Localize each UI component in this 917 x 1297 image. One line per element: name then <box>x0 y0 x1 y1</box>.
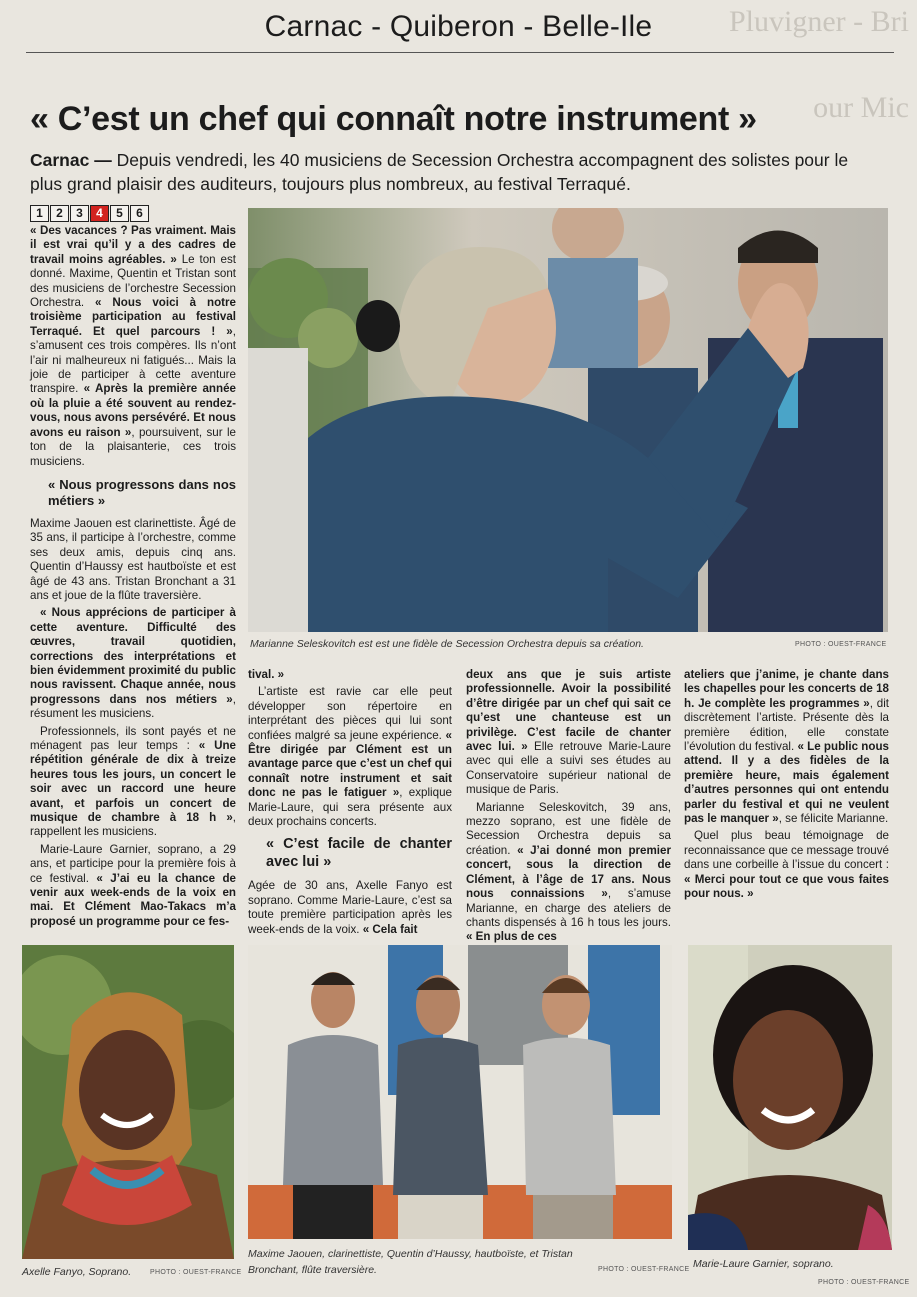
lead-text: Depuis vendredi, les 40 musiciens de Secession Orchestra accompagnent des solistes pour le plus grand plaisir des auditeurs, toujours plus nombreux, au festival Terraqué. <box>30 150 849 194</box>
paragraph: Professionnels, ils sont payés et ne ménagent pas leur temps : « Une répétition générale de dix à treize heures tous les jours, un concert le soir avec un raccord une heure avant, et parfois un concert de musique de chambre à 18 h », rappellent les musiciens. <box>30 724 236 839</box>
intertitle: « Nous progressons dans nos métiers » <box>48 476 236 508</box>
main-photo-caption: Marianne Seleskovitch est est une fidèle de Secession Orchestra depuis sa création. <box>250 638 644 650</box>
paragraph: Marie-Laure Garnier, soprano, a 29 ans, et participe pour la première fois à ce festival. « J’ai eu la chance de venir aux week-ends de la voix en mai. Et Clément Mao-Takacs m’a proposé un programme pour ce fes- <box>30 842 236 928</box>
bleed-line: Pluvigner - Bri <box>729 5 909 38</box>
section-title: Carnac - Quiberon - Belle-Ile <box>264 10 653 43</box>
page-box: 1 <box>30 205 49 222</box>
photo-axelle-fanyo <box>22 945 234 1259</box>
portrait-illustration <box>688 945 892 1250</box>
conductor-photo-illustration <box>248 208 888 632</box>
paragraph: L’artiste est ravie car elle peut développer son répertoire en interprétant des pièces qui lui sont confiées malgré sa jeune expérience. « Être dirigée par Clément est un avantage parce que c’est un chef qui connaît notre instrument et sait donc ne pas le fatiguer », explique Marie-Laure, qui sera présente aux deux prochains concerts. <box>248 685 452 829</box>
paragraph: tival. » <box>248 668 285 681</box>
photo-credit: PHOTO : OUEST-FRANCE <box>795 641 887 648</box>
photo-credit: PHOTO : OUEST-FRANCE <box>818 1279 910 1286</box>
dateline: Carnac — <box>30 150 112 170</box>
intertitle: « C’est facile de chanter avec lui » <box>266 836 452 871</box>
paragraph: Maxime Jaouen est clarinettiste. Âgé de 35 ans, il participe à l’orchestre, comme ses deux amis, depuis cinq ans. Quentin d’Haussy est hautboïste et est âgé de 43 ans. Tristan Bronchant a 31 ans et joue de la flûte traversière. <box>30 516 236 602</box>
musicians-illustration <box>248 945 672 1239</box>
page-box-active: 4 <box>90 205 109 222</box>
photo-credit: PHOTO : OUEST-FRANCE <box>150 1269 242 1276</box>
page-box: 6 <box>130 205 149 222</box>
photo-three-musicians <box>248 945 672 1239</box>
paragraph: Agée de 30 ans, Axelle Fanyo est soprano. Comme Marie-Laure, c’est sa toute première participation après les week-ends de la voix. « Cela fait <box>248 879 452 936</box>
marie-laure-caption: Marie-Laure Garnier, soprano. <box>693 1258 834 1270</box>
photo-credit: PHOTO : OUEST-FRANCE <box>598 1266 690 1273</box>
musicians-caption: Maxime Jaouen, clarinettiste, Quentin d’Haussy, hautboïste, et Tristan Bronchant, flûte traversière. <box>248 1248 573 1276</box>
page-box: 5 <box>110 205 129 222</box>
column-3 <box>466 668 671 948</box>
paragraph: Marianne Seleskovitch, 39 ans, mezzo soprano, est une fidèle de Secession Orchestra depuis sa création. « J’ai donné mon premier concert, sous la direction de Clément, à l’âge de 17 ans. Nous nous connaissions », s’amuse Marianne, en charge des ateliers de chants dispensés à 16 h tous les jours. « En plus de ces <box>466 800 671 944</box>
article-lead <box>30 148 880 196</box>
header-rule <box>26 52 894 53</box>
column-2 <box>248 668 452 940</box>
column-4 <box>684 668 889 905</box>
page-box: 2 <box>50 205 69 222</box>
column-1 <box>30 224 236 932</box>
page-indicator <box>30 205 150 222</box>
paragraph: « Des vacances ? Pas vraiment. Mais il est vrai qu’il y a des cadres de travail moins agréables. » Le ton est donné. Maxime, Quentin et Tristan sont des musiciens de l’orchestre Secession Orchestra. « Nous voici à notre troisième participation au festival Terraqué. Et quel parcours ! », s’amusent ces trois compères. Ils n’ont l’air ni malheureux ni fatigués... Mais la joie de participer à cette aventure transpire. « Après la première année où la pluie a été souvent au rendez-vous, nous avons persévéré. Et nous avons eu raison », poursuivent, sur le ton de la plaisanterie, ces trois musiciens. <box>30 224 237 468</box>
paragraph: Quel plus beau témoignage de reconnaissance que ce message trouvé dans une corbeille à l’issue du concert : « Merci pour tout ce que vous faites pour nous. » <box>684 829 889 901</box>
photo-marie-laure-garnier <box>688 945 892 1250</box>
paragraph: « Nous apprécions de participer à cette aventure. Difficulté des œuvres, travail quotidien, corrections des interprétations et bien évidemment proximité du public nous ravissent. Chaque année, nous progressons dans nos métiers », résument les musiciens. <box>30 606 236 721</box>
paragraph: ateliers que j’anime, je chante dans les chapelles pour les concerts de 18 h. Je complète les programmes », dit discrètement l’artiste. Présente dès la première édition, elle constate l’évolution du festival. « Le public nous attend. Il y a des fidèles de la première heure, mais également d’autres personnes qui ont entendu parler du festival et qui ne veulent pas le manquer », se félicite Marianne. <box>684 668 890 826</box>
article-headline: « C’est un chef qui connaît notre instrument » <box>30 100 757 138</box>
bleed-line: our Mic <box>813 91 909 124</box>
axelle-caption: Axelle Fanyo, Soprano. <box>22 1266 132 1278</box>
page-box: 3 <box>70 205 89 222</box>
paragraph: deux ans que je suis artiste professionnelle. Avoir la possibilité d’être dirigée par un chef qui sait ce qu’est une chanteuse est un privilège. C’est facile de chanter avec lui. » Elle retrouve Marie-Laure avec qui elle a suivi ses études au Conservatoire supérieur national de musique de Paris. <box>466 668 671 797</box>
portrait-illustration <box>22 945 234 1259</box>
main-photo <box>248 208 888 632</box>
